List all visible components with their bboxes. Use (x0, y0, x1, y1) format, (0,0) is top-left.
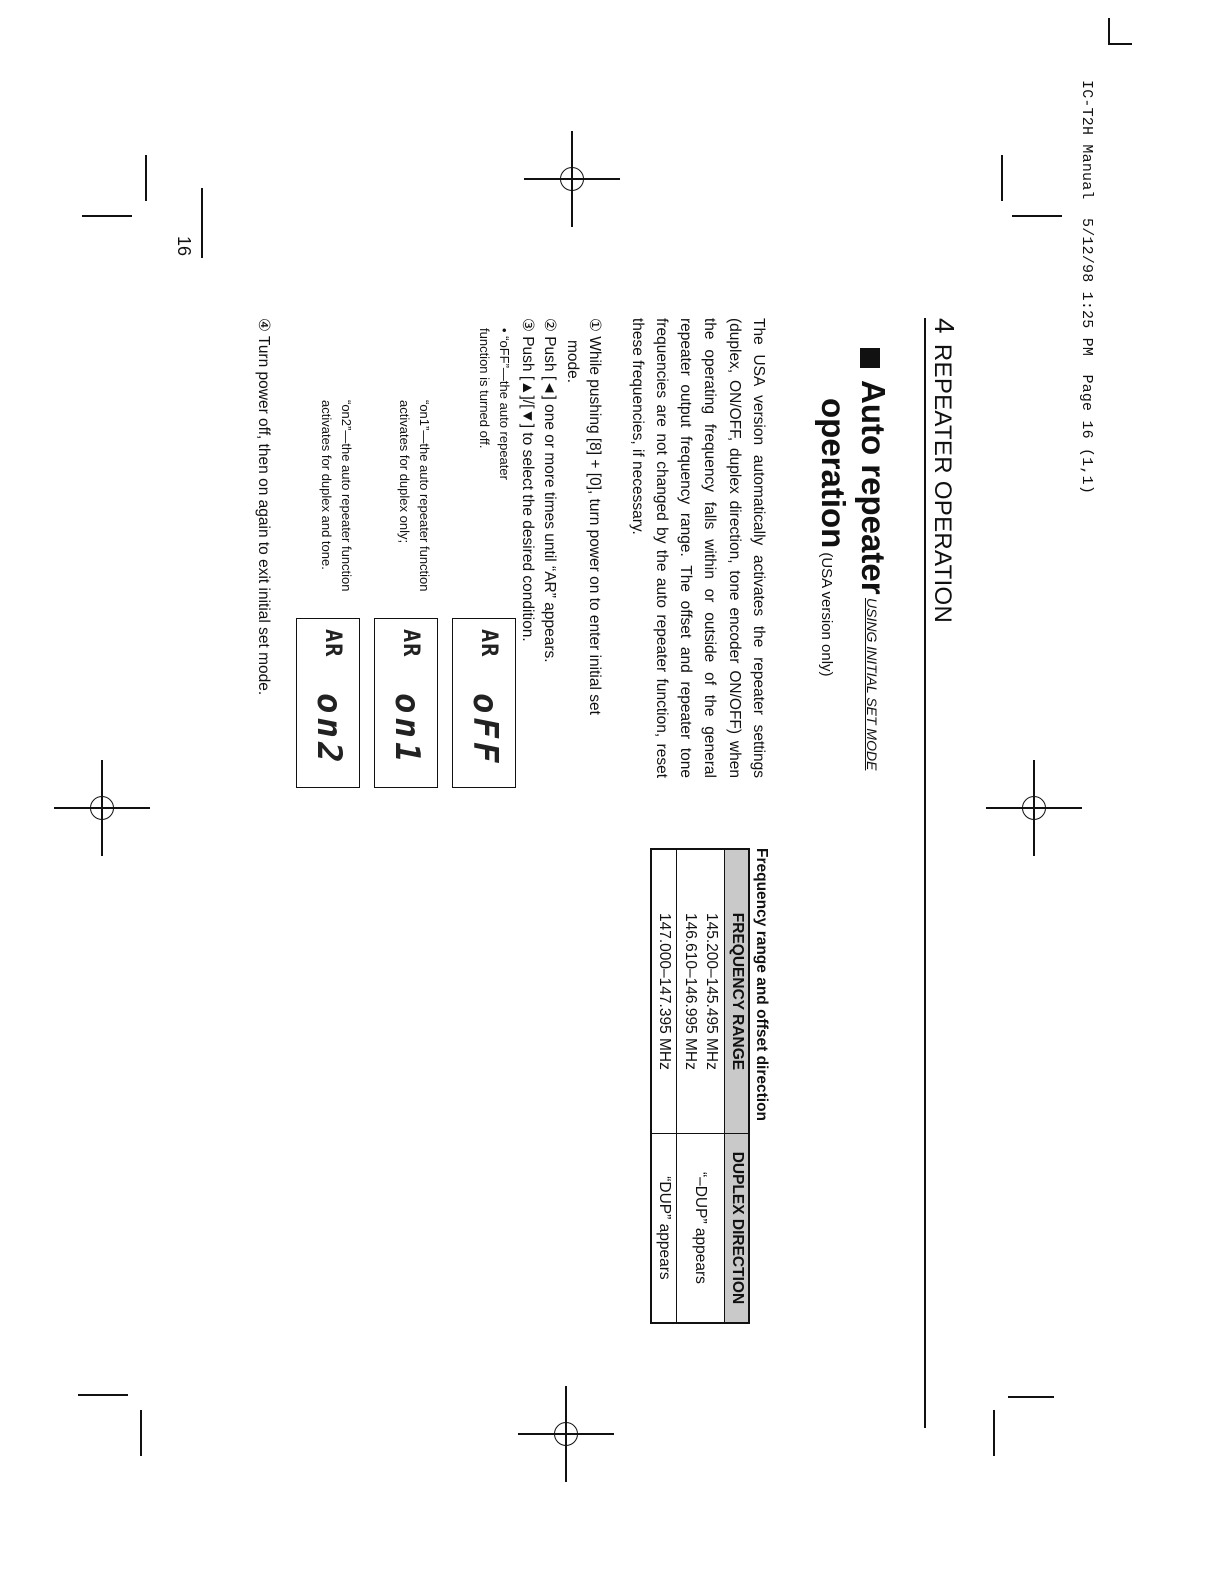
option-on2: “on2”—the auto repeater function activates for duplex and tone. (319, 400, 354, 592)
page-title-operation: operation (815, 398, 852, 549)
table-cell-range (677, 849, 725, 1133)
step-4: ④ Turn power off, then on again to exit initial set mode. (255, 318, 272, 696)
table-cell-direction: “–DUP” appears (692, 1171, 710, 1284)
section-name: REPEATER OPERATION (929, 343, 956, 624)
lcd-label: AR (476, 629, 501, 658)
page-number: 16 (174, 236, 194, 257)
crop-mark (993, 1410, 995, 1456)
option-on1: “on1”—the auto repeater function activates for duplex only; (397, 400, 432, 592)
crop-mark (201, 188, 203, 258)
table-header-row (725, 849, 749, 1323)
column-header-frequency: FREQUENCY RANGE (725, 849, 749, 1133)
crop-mark (1012, 215, 1062, 217)
crop-mark (1008, 1396, 1054, 1398)
step-3: ③ Push [▲]/[▼] to select the desired condition. (519, 318, 536, 642)
registration-mark (550, 157, 594, 201)
mode-label: USING INITIAL SET MODE (864, 598, 880, 771)
table-row (677, 849, 725, 1323)
crop-mark (140, 1410, 142, 1456)
table-title: Frequency range and offset direction (753, 848, 770, 1122)
lcd-value: oFF (465, 693, 505, 767)
lcd-value: on1 (387, 693, 427, 767)
version-qualifier: (USA version only) (818, 552, 835, 677)
intro-paragraph: The USA version automatically activates the repeater settings (duplex, ON/OFF, duplex direction, tone encoder ON/OFF) when the operating frequency falls within or outside of the general repeater output frequency range. The offset and repeater tone frequencies are not changed by the auto repeater function, reset these frequencies, if necessary. (628, 318, 767, 778)
lcd-display-off (452, 618, 516, 788)
lcd-display-on2 (296, 618, 360, 788)
crop-mark (82, 215, 132, 217)
step-1-line-2: mode. (564, 340, 581, 384)
table-cell-direction: “DUP” appears (651, 1133, 677, 1323)
page-title: Auto repeater (855, 380, 892, 595)
crop-mark (1108, 18, 1110, 44)
section-rule (924, 318, 926, 1428)
crop-mark (145, 155, 147, 201)
option-off: • “oFF”—the auto repeater function is turned off. (477, 328, 512, 480)
page-title-line-2 (814, 398, 852, 677)
lcd-label: AR (398, 629, 423, 658)
crop-mark (1001, 155, 1003, 201)
range-value: 145.200–145.495 MHz (703, 913, 720, 1070)
step-2: ② Push [◄] one or more times until “AR” appears. (541, 318, 558, 663)
frequency-table (650, 848, 750, 1324)
registration-mark (80, 786, 124, 830)
page-content (220, 318, 960, 1428)
table-cell-range: 147.000–147.395 MHz (651, 849, 677, 1133)
lcd-label: AR (320, 629, 345, 658)
step-1-line-1: ① While pushing [8] + [0], turn power on to enter initial set (586, 318, 603, 715)
registration-mark (1012, 786, 1056, 830)
section-title (928, 318, 960, 623)
table-row (651, 849, 677, 1323)
lcd-value: on2 (309, 693, 349, 767)
lcd-display-on1 (374, 618, 438, 788)
range-value: 146.610–146.995 MHz (682, 913, 699, 1070)
crop-mark (1108, 43, 1132, 45)
print-header: IC-T2H Manual 5/12/98 1:25 PM Page 16 (1,1) (1078, 80, 1095, 495)
crop-mark (78, 1394, 128, 1396)
section-number: 4 (929, 318, 960, 334)
heading-square-icon (860, 348, 880, 368)
column-header-direction: DUPLEX DIRECTION (725, 1133, 749, 1323)
step-1 (561, 318, 605, 778)
